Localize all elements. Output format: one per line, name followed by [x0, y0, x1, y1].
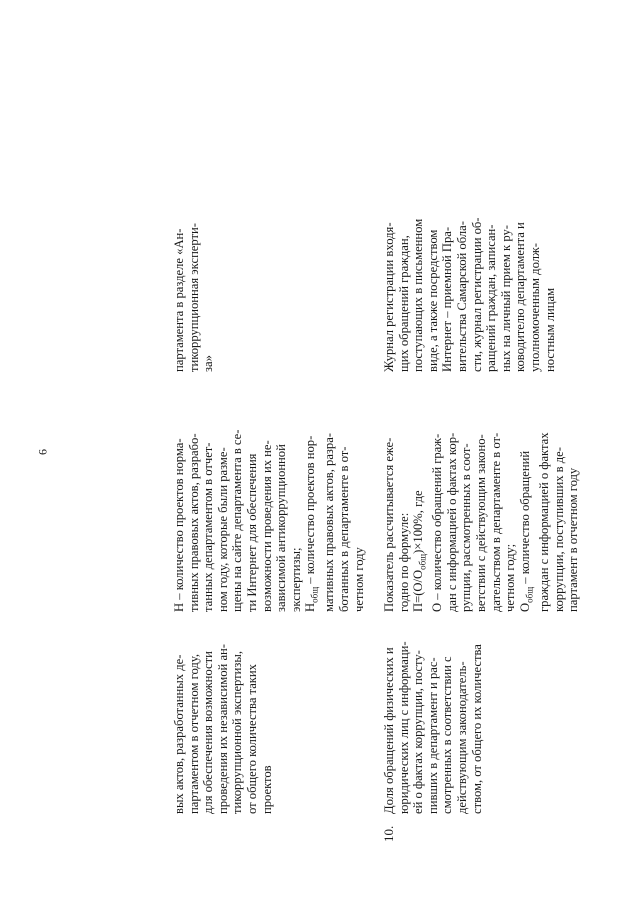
text-line: зависимой антикоррупционной — [274, 444, 289, 612]
text-line: Доля обращений физических и — [382, 647, 396, 814]
page-number: 6 — [35, 449, 50, 455]
text-line: тикоррупционная эксперти- — [186, 223, 201, 372]
text-line: щих обращений граждан, — [396, 235, 411, 372]
text-line: пивших в департамент и рас- — [425, 657, 440, 814]
text-line: дан с информацией о фактах кор- — [444, 432, 459, 612]
subscript: общ — [524, 586, 535, 603]
text-line: проведения их независимой ан- — [215, 644, 230, 814]
text-line: смотренных в соответствии с — [440, 656, 455, 814]
text-line: поступающих в письменном — [411, 218, 426, 372]
text-line: ных на личный прием к ру- — [498, 225, 513, 372]
text-line: вых актов, разработанных де- — [172, 654, 186, 814]
text-line: ращений граждан, записан- — [484, 224, 499, 372]
subscript: общ — [417, 553, 428, 570]
text-line: уполномоченным долж- — [527, 243, 542, 372]
text-line: партаментом в отчетном году, — [186, 654, 201, 814]
row-number: 10. — [381, 825, 396, 842]
source-cell — [172, 160, 216, 372]
text-line: четном году; — [503, 543, 518, 612]
text-line: сти, журнал регистрации об- — [469, 217, 484, 372]
text-line: Интернет – приемной Пра- — [440, 226, 455, 372]
subscript: общ — [309, 586, 320, 603]
text-line: вительства Самарской обла- — [454, 221, 469, 372]
text-line: действующим законодатель- — [454, 661, 469, 814]
text-line: юридических лиц с информаци- — [396, 641, 411, 814]
text-line: ботанных в департаменте в от- — [337, 446, 352, 612]
formula-cell — [382, 380, 581, 612]
indicator-cell — [172, 622, 274, 814]
text-line: за» — [201, 355, 216, 372]
text-line: $П=(О/О_{общ})\times 100\%$, где — [411, 490, 428, 612]
text-line: четном году — [351, 547, 366, 612]
text-line: дательством в департаменте в от- — [488, 432, 503, 612]
text-line: тивных правовых актов, разрабо- — [186, 433, 201, 612]
text-line: ностным лицам — [542, 287, 557, 372]
text-line: ном году, которые были разме- — [215, 447, 230, 612]
text-line: партамента в разделе «Ан- — [172, 228, 186, 372]
text-line: партамент в отчетном году — [566, 467, 581, 612]
text-line: ководителю департамента и — [513, 222, 528, 372]
text-line: годно по формуле: — [396, 512, 411, 612]
text-line: танных департаментом в отчет- — [201, 442, 216, 612]
text-line: коррупции, поступивших в де- — [551, 447, 566, 612]
text-line: щены на сайте департамента в се- — [230, 429, 245, 612]
text-line: тикоррупционной экспертизы, — [230, 650, 245, 814]
text-line: О – количество обращений граж- — [430, 433, 445, 612]
text-line: от общего количества таких — [244, 664, 259, 814]
text-line: для обеспечения возможности — [201, 651, 216, 814]
text-line: граждан с информацией о фактах — [536, 432, 551, 612]
text-line: ветствии с действующим законо- — [474, 434, 489, 612]
text-line: рупции, рассмотренных в соот- — [459, 443, 474, 612]
indicator-cell — [382, 622, 484, 814]
text-line: ти Интернет для обеспечения — [244, 453, 259, 612]
text-line: $О_{общ}$ – количество обращений — [517, 450, 535, 612]
text-line: возможности проведения их не- — [259, 440, 274, 612]
text-line: ей о фактах коррупции, посту- — [411, 650, 426, 814]
text-line: ством, от общего их количества — [469, 644, 484, 814]
text-line: проектов — [259, 765, 274, 814]
text-line: Н – количество проектов норма- — [172, 438, 186, 612]
formula-cell — [172, 380, 366, 612]
text-line: Журнал регистрации входя- — [382, 222, 396, 372]
text-line: экспертизы; — [288, 547, 303, 612]
rotated-table — [80, 72, 639, 842]
text-line: виде, а также посредством — [425, 229, 440, 372]
source-cell — [382, 160, 557, 372]
text-line: Показатель рассчитывается еже- — [382, 437, 396, 612]
text-line: мативных правовых актов, разра- — [322, 433, 337, 612]
text-line: $Н_{общ}$ – количество проектов нор- — [303, 435, 320, 612]
